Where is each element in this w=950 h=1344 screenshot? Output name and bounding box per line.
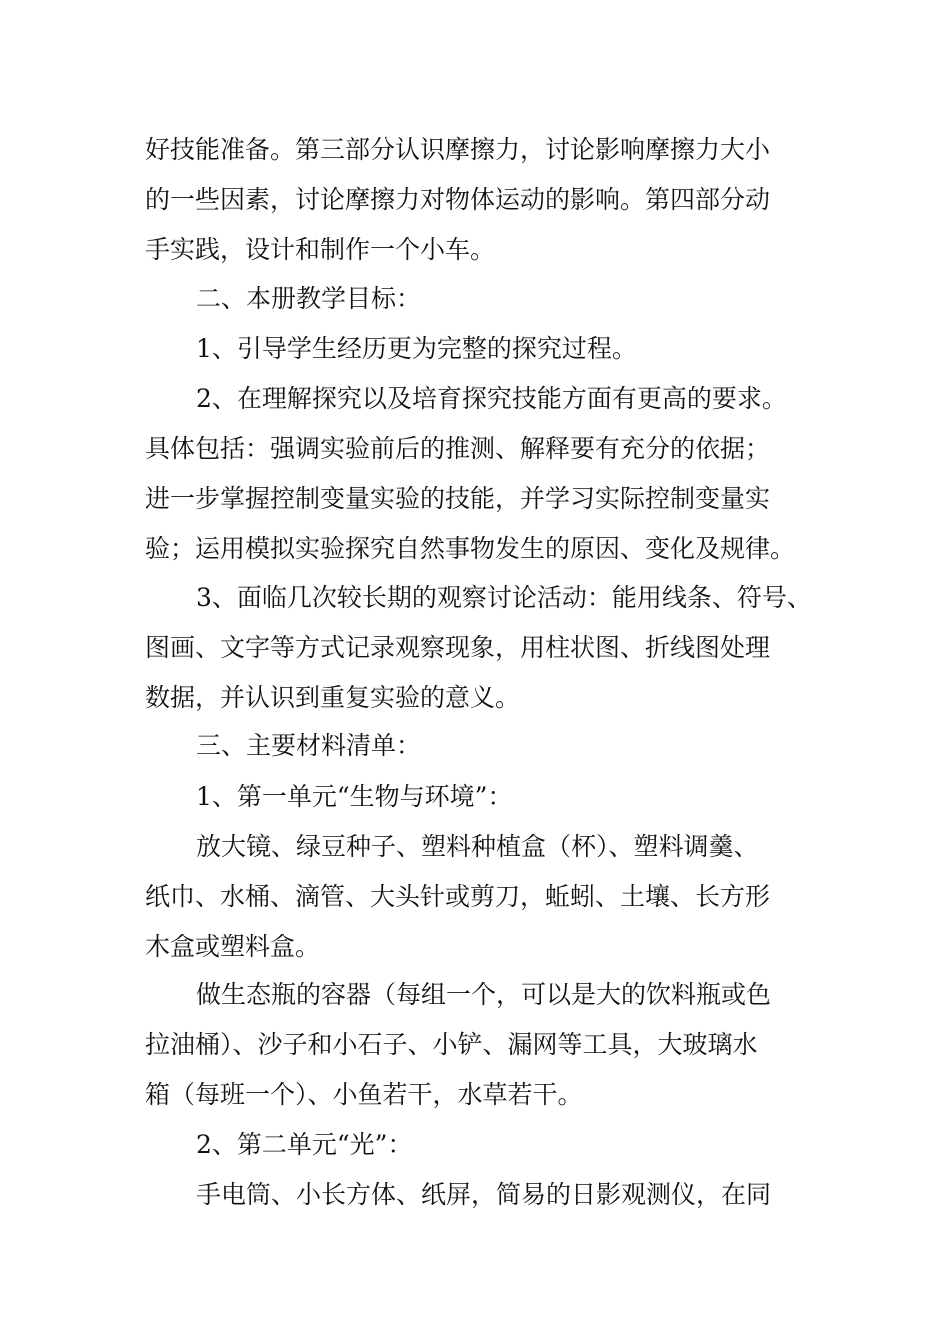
- text-line: 纸巾、水桶、滴管、大头针或剪刀，蚯蚓、土壤、长方形: [145, 882, 771, 911]
- text-line: 手电筒、小长方体、纸屏，简易的日影观测仪，在同: [196, 1180, 772, 1209]
- text-line: 验；运用模拟实验探究自然事物发生的原因、变化及规律。: [145, 534, 796, 563]
- text-line: 1、第一单元“生物与环境”：: [196, 782, 513, 811]
- text-line: 手实践，设计和制作一个小车。: [145, 235, 496, 264]
- text-line: 具体包括：强调实验前后的推测、解释要有充分的依据；: [145, 434, 771, 463]
- text-line: 放大镜、绿豆种子、塑料种植盒（杯）、塑料调羹、: [196, 832, 759, 861]
- text-line: 2、在理解探究以及培育探究技能方面有更高的要求。: [196, 384, 787, 413]
- text-line: 1、引导学生经历更为完整的探究过程。: [196, 334, 637, 363]
- heading-text: 三、主要材料清单：: [196, 731, 422, 760]
- text-line: 做生态瓶的容器（每组一个，可以是大的饮料瓶或色: [196, 980, 772, 1009]
- text-line: 好技能准备。第三部分认识摩擦力，讨论影响摩擦力大小: [145, 135, 771, 164]
- heading-text: 二、本册教学目标：: [196, 284, 422, 313]
- text-line: 木盒或塑料盒。: [145, 932, 321, 961]
- text-line: 进一步掌握控制变量实验的技能，并学习实际控制变量实: [145, 484, 771, 513]
- text-line: 拉油桶）、沙子和小石子、小铲、漏网等工具，大玻璃水: [145, 1030, 758, 1059]
- text-line: 图画、文字等方式记录观察现象，用柱状图、折线图处理: [145, 633, 771, 662]
- text-line: 的一些因素，讨论摩擦力对物体运动的影响。第四部分动: [145, 185, 771, 214]
- text-line: 3、面临几次较长期的观察讨论活动：能用线条、符号、: [196, 583, 812, 612]
- text-line: 数据，并认识到重复实验的意义。: [145, 683, 521, 712]
- text-line: 2、第二单元“光”：: [196, 1130, 413, 1159]
- text-line: 箱（每班一个）、小鱼若干，水草若干。: [145, 1080, 583, 1109]
